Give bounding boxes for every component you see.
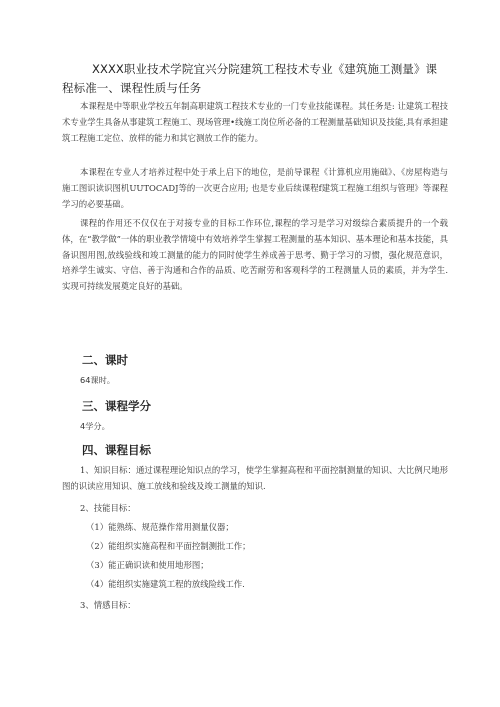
paragraph-course-role: 课程的作用还不仅仅在于对接专业的目标工作环位,课程的学习是学习对级综合素质提升的一个载体，在“教学做”一体的职业教学情境中有效培养学生掌握工程测量的基本知识、基本理论和基本技能，具备识图用图,放线验线和竣工测量的能力的同时使学生养成善于思考、勤于学习的习惯，强化规范意识，培养学生诚实、守信、善于沟通和合作的品质、吃苦耐劳和客观科学的工程测量人员的素质，并为学生.实现可持续发展奠定良好的基础。 xyxy=(62,218,448,292)
paragraph-course-task: 本课程是中等职业学校五年制高职建筑工程技术专业的一门专业技能课程。其任务是: 让建筑工程技术专业学生具备从事建筑工程施工、现场管理•线施工岗位所必备的工程测量基础知识及技能,具有承担建筑工程施工定位、放样的能力和其它测放工作的能力。 xyxy=(62,101,448,143)
title-line-2: 程标准一、课程性质与任务 xyxy=(62,81,202,95)
skill-item-3: （3）能正确识读和使用地形图； xyxy=(86,560,209,570)
skill-item-1: （1）能熟练、规范操作常用测量仪器； xyxy=(86,522,234,532)
document-title xyxy=(62,60,452,98)
title-line-1: XXXX职业技术学院宜兴分院建筑工程技术专业《建筑施工测量》课 xyxy=(92,62,438,76)
section-heading-credits: 三、课程学分 xyxy=(82,399,151,413)
objective-knowledge: 1、知识目标：通过课程理论知识点的学习，使学生掌握高程和平面控制测量的知识、大比例尺地形图的识读应用知识、施工放线和验线及竣工测量的知识. xyxy=(62,465,448,491)
objective-skill-label: 2、技能目标： xyxy=(80,503,136,513)
paragraph-course-position: 本课程在专业人才培养过程中处于承上启下的地位，是前导课程《计算机应用施础》、《房屋构造与施工图识读识图机UUTOCADJ等的一次更合应用; 也是专业后续课程f建筑工程施工组织与管理》等课程学习的必要基础。 xyxy=(62,167,448,209)
skill-item-2: （2）能组织实施高程和平面控制测批工作； xyxy=(86,541,251,551)
section-heading-objectives: 四、课程目标 xyxy=(82,443,151,457)
skill-item-4: （4）能组织实施建筑工程的放线险线工作. xyxy=(86,579,245,589)
hours-value: 64课时。 xyxy=(80,375,115,385)
credits-value: 4学分。 xyxy=(80,421,110,431)
section-heading-hours: 二、课时 xyxy=(82,353,128,367)
objective-emotion-label: 3、情感目标： xyxy=(80,600,136,610)
